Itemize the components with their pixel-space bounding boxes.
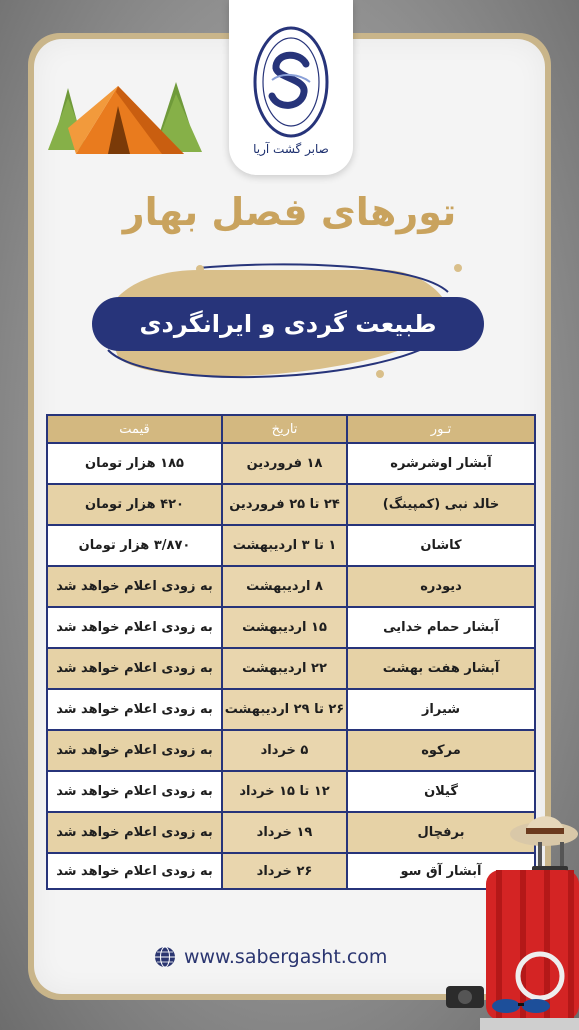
tour-price: به زودی اعلام خواهد شد bbox=[48, 731, 221, 770]
tour-date: ۸ اردیبهشت bbox=[221, 567, 348, 606]
tour-name: کاشان bbox=[348, 526, 534, 565]
tour-name: آبشار آق سو bbox=[348, 854, 534, 888]
tour-price: به زودی اعلام خواهد شد bbox=[48, 813, 221, 852]
table-row bbox=[48, 772, 534, 811]
tour-date: ۱ تا ۳ اردیبهشت bbox=[221, 526, 348, 565]
tour-price: ۱۸۵ هزار تومان bbox=[48, 444, 221, 483]
tour-price: به زودی اعلام خواهد شد bbox=[48, 854, 221, 888]
table-row bbox=[48, 731, 534, 770]
table-row bbox=[48, 649, 534, 688]
tour-price: به زودی اعلام خواهد شد bbox=[48, 649, 221, 688]
logo-icon bbox=[252, 22, 330, 142]
tour-date: ۲۴ تا ۲۵ فروردین bbox=[221, 485, 348, 524]
header-tour: تـور bbox=[348, 416, 534, 442]
tour-date: ۱۲ تا ۱۵ خرداد bbox=[221, 772, 348, 811]
tour-name: شیراز bbox=[348, 690, 534, 729]
table-row bbox=[48, 567, 534, 606]
tour-price: به زودی اعلام خواهد شد bbox=[48, 772, 221, 811]
tour-name: دیودره bbox=[348, 567, 534, 606]
tour-name: آبشار اوشرشره bbox=[348, 444, 534, 483]
tour-price: به زودی اعلام خواهد شد bbox=[48, 608, 221, 647]
globe-icon bbox=[154, 946, 176, 968]
tour-date: ۱۹ خرداد bbox=[221, 813, 348, 852]
tour-name: برفچال bbox=[348, 813, 534, 852]
tour-name: مرکوه bbox=[348, 731, 534, 770]
tent-icon bbox=[46, 68, 206, 168]
page-title: تورهای فصل بهار bbox=[122, 190, 457, 234]
tour-name: گیلان bbox=[348, 772, 534, 811]
tour-price: ۴۲۰ هزار تومان bbox=[48, 485, 221, 524]
tour-date: ۵ خرداد bbox=[221, 731, 348, 770]
tour-date: ۱۵ اردیبهشت bbox=[221, 608, 348, 647]
tour-name: آبشار هفت بهشت bbox=[348, 649, 534, 688]
tour-date: ۱۸ فروردین bbox=[221, 444, 348, 483]
tour-date: ۲۲ اردیبهشت bbox=[221, 649, 348, 688]
table-row bbox=[48, 608, 534, 647]
table-row bbox=[48, 690, 534, 729]
table-row bbox=[48, 485, 534, 524]
header-price: قیمت bbox=[48, 416, 221, 442]
website-url[interactable]: www.sabergasht.com bbox=[184, 946, 388, 968]
tour-name: آبشار حمام خدایی bbox=[348, 608, 534, 647]
website-link[interactable] bbox=[154, 942, 424, 972]
tour-date: ۲۶ تا ۲۹ اردیبهشت bbox=[221, 690, 348, 729]
tour-name: خالد نبی (کمپینگ) bbox=[348, 485, 534, 524]
tour-date: ۲۶ خرداد bbox=[221, 854, 348, 888]
banner-label: طبیعت گردی و ایرانگردی bbox=[139, 310, 437, 338]
header-date: تاریخ bbox=[221, 416, 348, 442]
table-header bbox=[48, 416, 534, 442]
suitcase-icon bbox=[440, 808, 579, 1030]
tour-price: به زودی اعلام خواهد شد bbox=[48, 690, 221, 729]
tour-price: ۳/۸۷۰ هزار تومان bbox=[48, 526, 221, 565]
brand-name-fa: صابر گشت آریا bbox=[253, 142, 329, 156]
tour-price: به زودی اعلام خواهد شد bbox=[48, 567, 221, 606]
table-row bbox=[48, 526, 534, 565]
table-row bbox=[48, 444, 534, 483]
